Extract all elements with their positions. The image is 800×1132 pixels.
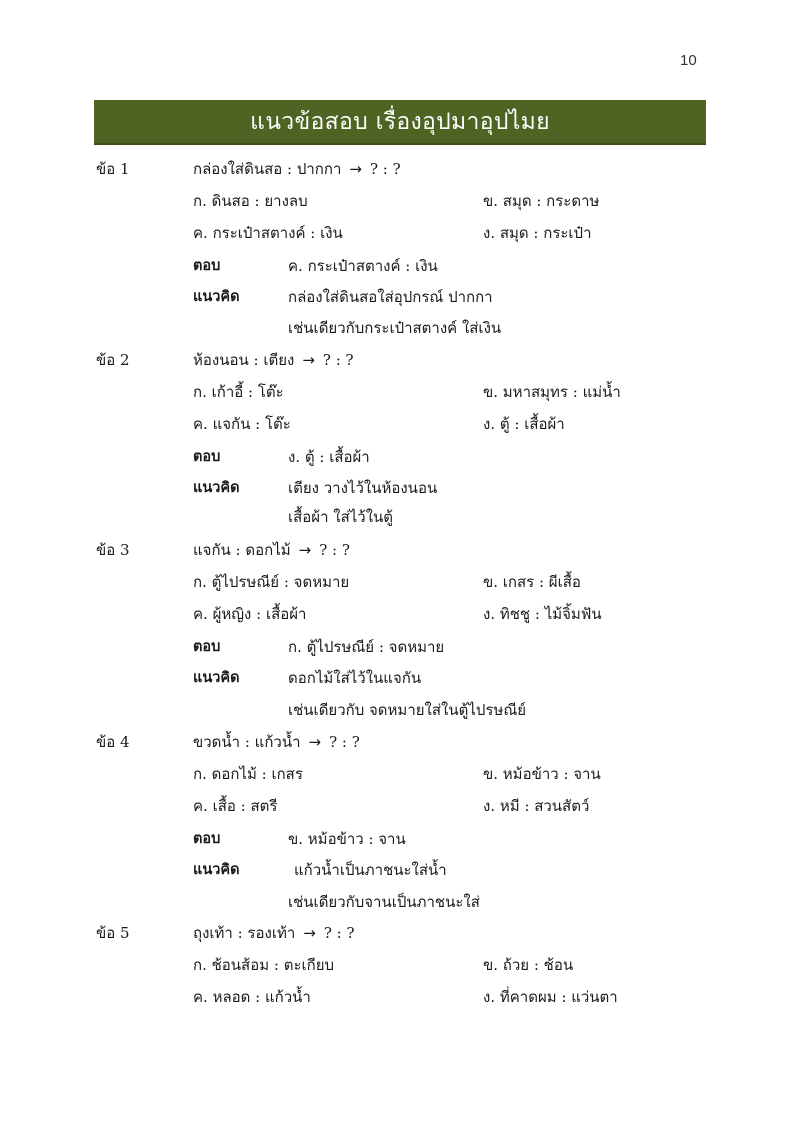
unknown-pair: ? : ? [369,160,401,178]
option-b: ข. มหาสมุทร : แม่น้ำ [483,383,621,401]
answer-label: ตอบ [193,258,221,274]
concept-line-2: เช่นเดียวกับกระเป๋าสตางค์ ใส่เงิน [288,319,502,337]
concept-label: แนวคิด [193,670,240,686]
unknown-pair: ? : ? [323,924,355,942]
concept-label: แนวคิด [193,480,240,496]
option-d: ง. สมุด : กระเป๋า [483,224,592,242]
question-number: ข้อ 4 [96,733,130,751]
option-a: ก. ดินสอ : ยางลบ [193,192,308,210]
arrow-right-icon: → [302,351,315,369]
option-c: ค. หลอด : แก้วน้ำ [193,988,311,1006]
option-a: ก. ช้อนส้อม : ตะเกียบ [193,956,335,974]
concept-line-1: ดอกไม้ใส่ไว้ในแจกัน [288,669,422,687]
answer-text: ง. ตู้ : เสื้อผ้า [288,448,370,466]
option-a: ก. ตู้ไปรษณีย์ : จดหมาย [193,573,350,591]
arrow-right-icon: → [349,160,362,178]
option-b: ข. หม้อข้าว : จาน [483,765,601,783]
answer-label: ตอบ [193,831,221,847]
unknown-pair: ? : ? [319,541,350,559]
concept-line-2: เช่นเดียวกับจานเป็นภาชนะใส่ [288,893,480,911]
answer-text: ค. กระเป๋าสตางค์ : เงิน [288,257,438,275]
concept-line-1: เตียง วางไว้ในห้องนอน [288,479,438,497]
concept-line-1: กล่องใส่ดินสอใส่อุปกรณ์ ปากกา [288,288,493,306]
answer-text: ข. หม้อข้าว : จาน [288,830,406,848]
concept-line-2: เช่นเดียวกับ จดหมายใส่ในตู้ไปรษณีย์ [288,701,527,719]
option-d: ง. หมี : สวนสัตว์ [483,797,590,815]
concept-label: แนวคิด [193,862,240,878]
option-d: ง. ที่คาดผม : แว่นตา [483,988,618,1006]
question-number: ข้อ 2 [96,351,130,369]
stem-text: ห้องนอน : เตียง [193,351,295,369]
answer-text: ก. ตู้ไปรษณีย์ : จดหมาย [288,638,445,656]
question-stem [193,918,355,948]
option-d: ง. ทิชชู : ไม้จิ้มฟัน [483,605,602,623]
option-c: ค. เสื้อ : สตรี [193,797,278,815]
answer-label: ตอบ [193,639,221,655]
option-a: ก. ดอกไม้ : เกสร [193,765,303,783]
question-stem [193,154,401,184]
option-b: ข. สมุด : กระดาษ [483,192,600,210]
stem-text: ขวดน้ำ : แก้วน้ำ [193,733,301,751]
page-number: 10 [680,52,697,69]
concept-line-1: แก้วน้ำเป็นภาชนะใส่น้ำ [294,861,447,879]
page-title: แนวข้อสอบ เรื่องอุปมาอุปไมย [250,108,550,135]
option-d: ง. ตู้ : เสื้อผ้า [483,415,565,433]
unknown-pair: ? : ? [329,733,360,751]
option-c: ค. กระเป๋าสตางค์ : เงิน [193,224,343,242]
option-b: ข. ถ้วย : ช้อน [483,956,574,974]
concept-label: แนวคิด [193,289,240,305]
concept-line-2: เสื้อผ้า ใส่ไว้ในตู้ [288,508,394,526]
question-number: ข้อ 3 [96,541,130,559]
question-stem [193,727,360,757]
question-stem [193,345,354,375]
question-stem [193,535,350,565]
arrow-right-icon: → [303,924,316,942]
stem-text: แจกัน : ดอกไม้ [193,541,291,559]
option-c: ค. ผู้หญิง : เสื้อผ้า [193,605,307,623]
option-b: ข. เกสร : ผีเสื้อ [483,573,581,591]
question-number: ข้อ 1 [96,160,130,178]
stem-text: กล่องใส่ดินสอ : ปากกา [193,160,342,178]
answer-label: ตอบ [193,449,221,465]
stem-text: ถุงเท้า : รองเท้า [193,924,296,942]
unknown-pair: ? : ? [322,351,354,369]
option-a: ก. เก้าอี้ : โต๊ะ [193,383,284,401]
arrow-right-icon: → [298,541,312,559]
title-banner [94,100,706,143]
arrow-right-icon: → [308,733,322,751]
option-c: ค. แจกัน : โต๊ะ [193,415,291,433]
question-number: ข้อ 5 [96,924,130,942]
